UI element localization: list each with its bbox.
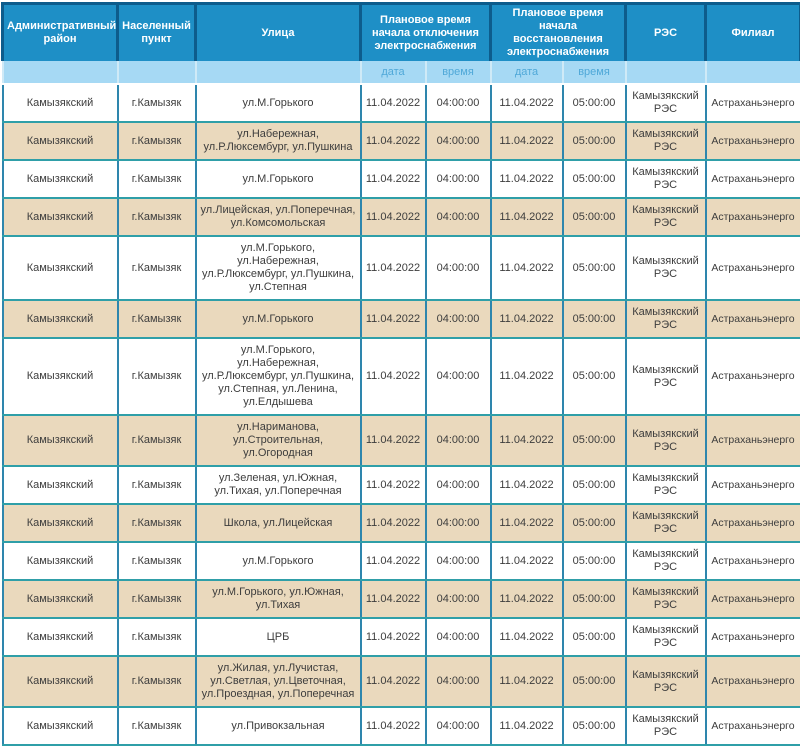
cell-outage-time: 04:00:00 xyxy=(426,300,491,338)
cell-outage-time: 04:00:00 xyxy=(426,656,491,707)
cell-district: Камызякский xyxy=(3,656,118,707)
cell-district: Камызякский xyxy=(3,84,118,122)
cell-branch: Астраханьэнерго xyxy=(706,160,800,198)
cell-res: Камызякский РЭС xyxy=(626,618,706,656)
table-body xyxy=(3,84,800,745)
cell-restore-time: 05:00:00 xyxy=(563,580,626,618)
table-row xyxy=(3,122,800,160)
table-row xyxy=(3,707,800,745)
cell-district: Камызякский xyxy=(3,300,118,338)
cell-res: Камызякский РЭС xyxy=(626,84,706,122)
cell-branch: Астраханьэнерго xyxy=(706,338,800,415)
cell-outage-date: 11.04.2022 xyxy=(361,542,426,580)
header-street: Улица xyxy=(196,4,361,62)
cell-district: Камызякский xyxy=(3,542,118,580)
cell-res: Камызякский РЭС xyxy=(626,504,706,542)
cell-streets: ул.Набережная, ул.Р.Люксембург, ул.Пушкина xyxy=(196,122,361,160)
cell-outage-time: 04:00:00 xyxy=(426,198,491,236)
header-branch: Филиал xyxy=(706,4,800,62)
subheader-row xyxy=(3,61,800,84)
cell-outage-date: 11.04.2022 xyxy=(361,580,426,618)
table-row xyxy=(3,198,800,236)
cell-restore-date: 11.04.2022 xyxy=(491,84,563,122)
cell-branch: Астраханьэнерго xyxy=(706,618,800,656)
table-row xyxy=(3,466,800,504)
cell-settlement: г.Камызяк xyxy=(118,466,196,504)
cell-res: Камызякский РЭС xyxy=(626,236,706,300)
subheader-outage-date: дата xyxy=(361,61,426,84)
cell-restore-time: 05:00:00 xyxy=(563,542,626,580)
cell-settlement: г.Камызяк xyxy=(118,84,196,122)
cell-settlement: г.Камызяк xyxy=(118,338,196,415)
cell-outage-date: 11.04.2022 xyxy=(361,338,426,415)
cell-res: Камызякский РЭС xyxy=(626,580,706,618)
cell-streets: ул.М.Горького xyxy=(196,84,361,122)
cell-settlement: г.Камызяк xyxy=(118,236,196,300)
cell-branch: Астраханьэнерго xyxy=(706,504,800,542)
cell-streets: ул.М.Горького, ул.Набережная, ул.Р.Люксембург, ул.Пушкина, ул.Степная xyxy=(196,236,361,300)
cell-outage-time: 04:00:00 xyxy=(426,338,491,415)
cell-res: Камызякский РЭС xyxy=(626,466,706,504)
cell-restore-time: 05:00:00 xyxy=(563,160,626,198)
table-row xyxy=(3,542,800,580)
table-row xyxy=(3,580,800,618)
cell-restore-time: 05:00:00 xyxy=(563,707,626,745)
cell-outage-time: 04:00:00 xyxy=(426,707,491,745)
cell-res: Камызякский РЭС xyxy=(626,300,706,338)
cell-res: Камызякский РЭС xyxy=(626,415,706,466)
header-district: Административный район xyxy=(3,4,118,62)
header-settlement: Населенный пункт xyxy=(118,4,196,62)
cell-restore-date: 11.04.2022 xyxy=(491,580,563,618)
cell-restore-date: 11.04.2022 xyxy=(491,466,563,504)
cell-restore-date: 11.04.2022 xyxy=(491,707,563,745)
cell-branch: Астраханьэнерго xyxy=(706,300,800,338)
cell-outage-date: 11.04.2022 xyxy=(361,618,426,656)
cell-branch: Астраханьэнерго xyxy=(706,236,800,300)
cell-outage-date: 11.04.2022 xyxy=(361,466,426,504)
cell-outage-time: 04:00:00 xyxy=(426,580,491,618)
cell-settlement: г.Камызяк xyxy=(118,160,196,198)
header-restore-group: Плановое время начала восстановления электроснабжения xyxy=(491,4,626,62)
cell-outage-time: 04:00:00 xyxy=(426,618,491,656)
table-row xyxy=(3,84,800,122)
table-row xyxy=(3,236,800,300)
subheader-restore-time: время xyxy=(563,61,626,84)
cell-district: Камызякский xyxy=(3,236,118,300)
cell-restore-time: 05:00:00 xyxy=(563,415,626,466)
cell-restore-time: 05:00:00 xyxy=(563,84,626,122)
cell-streets: ул.М.Горького, ул.Южная, ул.Тихая xyxy=(196,580,361,618)
cell-restore-time: 05:00:00 xyxy=(563,466,626,504)
cell-streets: ул.Жилая, ул.Лучистая, ул.Светлая, ул.Цветочная, ул.Проездная, ул.Поперечная xyxy=(196,656,361,707)
cell-branch: Астраханьэнерго xyxy=(706,542,800,580)
cell-restore-time: 05:00:00 xyxy=(563,504,626,542)
header-res: РЭС xyxy=(626,4,706,62)
cell-branch: Астраханьэнерго xyxy=(706,656,800,707)
cell-district: Камызякский xyxy=(3,504,118,542)
cell-outage-date: 11.04.2022 xyxy=(361,236,426,300)
cell-settlement: г.Камызяк xyxy=(118,580,196,618)
cell-outage-date: 11.04.2022 xyxy=(361,656,426,707)
cell-outage-date: 11.04.2022 xyxy=(361,198,426,236)
cell-restore-time: 05:00:00 xyxy=(563,300,626,338)
cell-restore-date: 11.04.2022 xyxy=(491,160,563,198)
cell-res: Камызякский РЭС xyxy=(626,656,706,707)
cell-res: Камызякский РЭС xyxy=(626,338,706,415)
cell-district: Камызякский xyxy=(3,122,118,160)
cell-outage-time: 04:00:00 xyxy=(426,504,491,542)
cell-outage-time: 04:00:00 xyxy=(426,160,491,198)
cell-outage-date: 11.04.2022 xyxy=(361,122,426,160)
cell-district: Камызякский xyxy=(3,160,118,198)
cell-branch: Астраханьэнерго xyxy=(706,580,800,618)
cell-streets: ул.М.Горького, ул.Набережная, ул.Р.Люксембург, ул.Пушкина, ул.Степная, ул.Ленина, ул.Елдышева xyxy=(196,338,361,415)
cell-streets: ул.М.Горького xyxy=(196,160,361,198)
subheader-empty-branch xyxy=(706,61,800,84)
cell-restore-date: 11.04.2022 xyxy=(491,504,563,542)
table-row xyxy=(3,338,800,415)
cell-branch: Астраханьэнерго xyxy=(706,198,800,236)
outage-schedule-table xyxy=(1,2,800,746)
cell-restore-date: 11.04.2022 xyxy=(491,618,563,656)
cell-restore-date: 11.04.2022 xyxy=(491,198,563,236)
subheader-restore-date: дата xyxy=(491,61,563,84)
cell-streets: ул.М.Горького xyxy=(196,542,361,580)
cell-res: Камызякский РЭС xyxy=(626,160,706,198)
cell-district: Камызякский xyxy=(3,707,118,745)
subheader-outage-time: время xyxy=(426,61,491,84)
cell-settlement: г.Камызяк xyxy=(118,656,196,707)
cell-branch: Астраханьэнерго xyxy=(706,466,800,504)
cell-branch: Астраханьэнерго xyxy=(706,84,800,122)
table-row xyxy=(3,504,800,542)
cell-settlement: г.Камызяк xyxy=(118,300,196,338)
cell-outage-time: 04:00:00 xyxy=(426,466,491,504)
cell-streets: ул.Привокзальная xyxy=(196,707,361,745)
cell-branch: Астраханьэнерго xyxy=(706,415,800,466)
cell-restore-date: 11.04.2022 xyxy=(491,122,563,160)
cell-settlement: г.Камызяк xyxy=(118,618,196,656)
cell-outage-date: 11.04.2022 xyxy=(361,84,426,122)
cell-restore-time: 05:00:00 xyxy=(563,656,626,707)
cell-branch: Астраханьэнерго xyxy=(706,707,800,745)
cell-outage-date: 11.04.2022 xyxy=(361,504,426,542)
cell-restore-date: 11.04.2022 xyxy=(491,338,563,415)
cell-settlement: г.Камызяк xyxy=(118,122,196,160)
cell-restore-time: 05:00:00 xyxy=(563,236,626,300)
cell-branch: Астраханьэнерго xyxy=(706,122,800,160)
cell-district: Камызякский xyxy=(3,198,118,236)
cell-restore-time: 05:00:00 xyxy=(563,122,626,160)
cell-streets: Школа, ул.Лицейская xyxy=(196,504,361,542)
cell-settlement: г.Камызяк xyxy=(118,198,196,236)
subheader-empty-res xyxy=(626,61,706,84)
cell-settlement: г.Камызяк xyxy=(118,415,196,466)
cell-outage-date: 11.04.2022 xyxy=(361,160,426,198)
table-row xyxy=(3,160,800,198)
cell-outage-time: 04:00:00 xyxy=(426,415,491,466)
cell-outage-time: 04:00:00 xyxy=(426,542,491,580)
cell-restore-time: 05:00:00 xyxy=(563,338,626,415)
cell-streets: ул.Лицейская, ул.Поперечная, ул.Комсомольская xyxy=(196,198,361,236)
cell-streets: ЦРБ xyxy=(196,618,361,656)
cell-settlement: г.Камызяк xyxy=(118,542,196,580)
cell-streets: ул.М.Горького xyxy=(196,300,361,338)
cell-outage-date: 11.04.2022 xyxy=(361,707,426,745)
cell-restore-time: 05:00:00 xyxy=(563,618,626,656)
cell-outage-time: 04:00:00 xyxy=(426,122,491,160)
cell-restore-date: 11.04.2022 xyxy=(491,415,563,466)
cell-outage-time: 04:00:00 xyxy=(426,84,491,122)
cell-outage-time: 04:00:00 xyxy=(426,236,491,300)
cell-outage-date: 11.04.2022 xyxy=(361,300,426,338)
header-outage-group: Плановое время начала отключения электроснабжения xyxy=(361,4,491,62)
cell-res: Камызякский РЭС xyxy=(626,542,706,580)
subheader-empty-settlement xyxy=(118,61,196,84)
subheader-empty-street xyxy=(196,61,361,84)
cell-restore-date: 11.04.2022 xyxy=(491,542,563,580)
cell-settlement: г.Камызяк xyxy=(118,504,196,542)
table-row xyxy=(3,656,800,707)
cell-streets: ул.Нариманова, ул.Строительная, ул.Огородная xyxy=(196,415,361,466)
cell-res: Камызякский РЭС xyxy=(626,198,706,236)
cell-district: Камызякский xyxy=(3,338,118,415)
cell-district: Камызякский xyxy=(3,580,118,618)
subheader-empty-district xyxy=(3,61,118,84)
cell-outage-date: 11.04.2022 xyxy=(361,415,426,466)
cell-streets: ул.Зеленая, ул.Южная, ул.Тихая, ул.Поперечная xyxy=(196,466,361,504)
table-row xyxy=(3,415,800,466)
cell-district: Камызякский xyxy=(3,466,118,504)
cell-district: Камызякский xyxy=(3,415,118,466)
cell-restore-date: 11.04.2022 xyxy=(491,656,563,707)
table-header xyxy=(3,4,800,85)
header-row xyxy=(3,4,800,62)
cell-restore-date: 11.04.2022 xyxy=(491,300,563,338)
cell-restore-date: 11.04.2022 xyxy=(491,236,563,300)
cell-restore-time: 05:00:00 xyxy=(563,198,626,236)
table-row xyxy=(3,300,800,338)
cell-settlement: г.Камызяк xyxy=(118,707,196,745)
cell-district: Камызякский xyxy=(3,618,118,656)
cell-res: Камызякский РЭС xyxy=(626,707,706,745)
cell-res: Камызякский РЭС xyxy=(626,122,706,160)
table-row xyxy=(3,618,800,656)
